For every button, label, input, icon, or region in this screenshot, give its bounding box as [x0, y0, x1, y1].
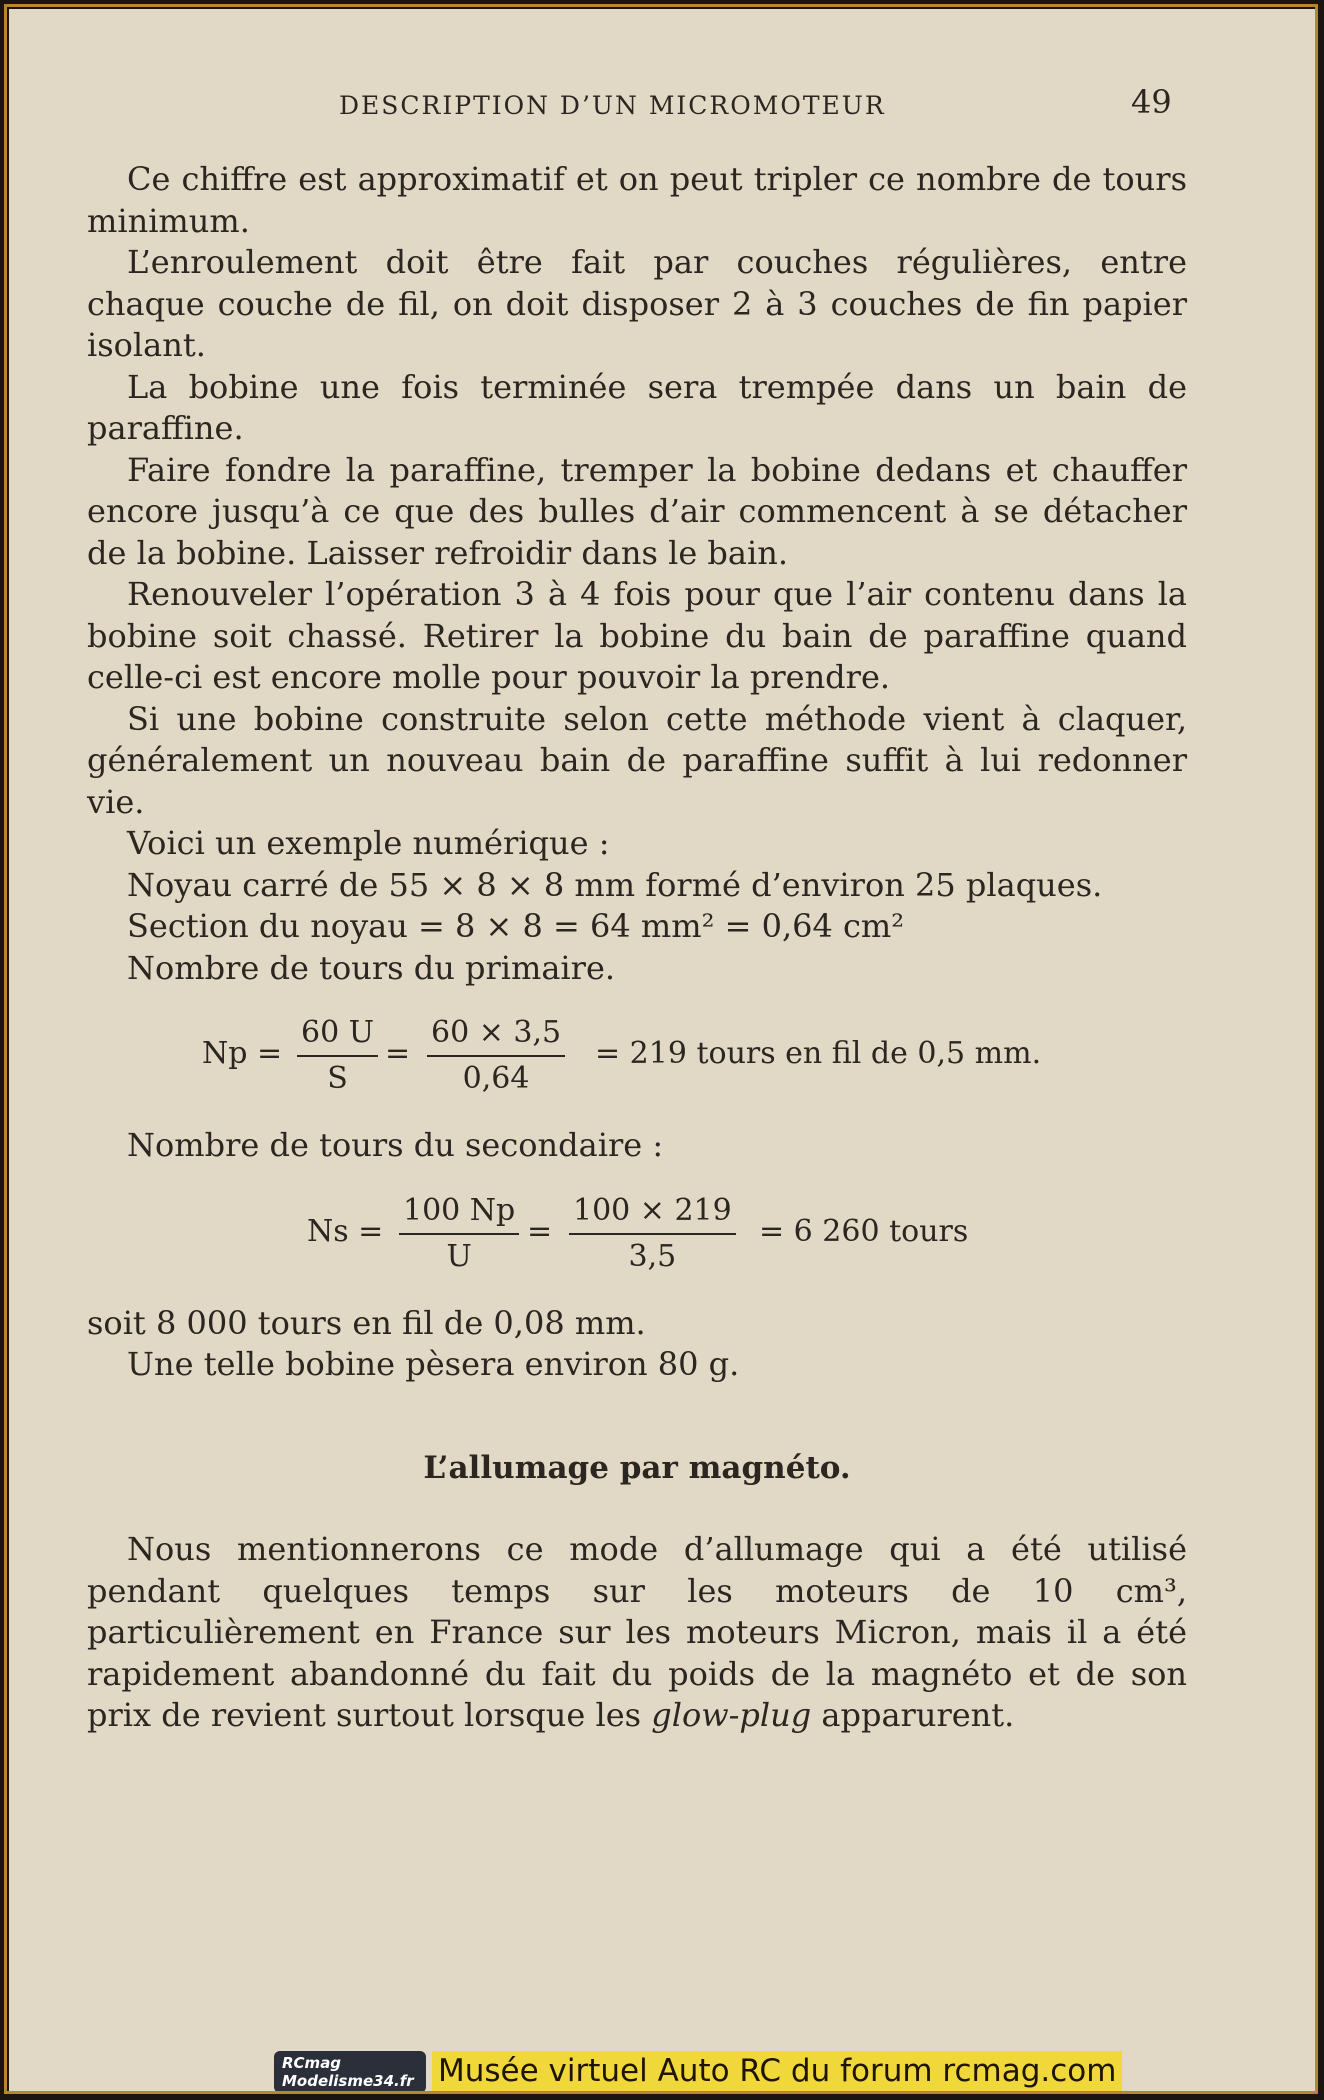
paragraph: Nombre de tours du primaire.	[127, 948, 616, 987]
footer-caption: Musée virtuel Auto RC du forum rcmag.com	[432, 2051, 1122, 2091]
equals-sign: =	[385, 1036, 411, 1071]
paragraph: L’enroulement doit être fait par couches régulières, entre chaque couche de fil, on doit disposer 2 à 3 couches de fin papier isolant.	[87, 243, 1187, 364]
rcmag-logo	[274, 2051, 426, 2091]
paragraph: Ce chiffre est approximatif et on peut tripler ce nombre de tours minimum.	[87, 160, 1187, 240]
paragraph: Voici un exemple numérique :	[127, 824, 610, 862]
logo-text: RCmag	[282, 2054, 342, 2072]
fraction	[427, 1011, 565, 1101]
equation-lhs: Ns =	[307, 1213, 384, 1249]
paragraph: Noyau carré de 55 × 8 × 8 mm formé d’environ 25 plaques.	[127, 865, 1103, 904]
paragraph: Nombre de tours du secondaire :	[127, 1126, 664, 1164]
equals-sign: =	[527, 1213, 553, 1249]
denominator: 3,5	[628, 1238, 677, 1274]
italic-term: glow-plug	[651, 1696, 812, 1734]
paragraph: soit 8 000 tours en fil de 0,08 mm.	[87, 1303, 646, 1342]
paragraph: Une telle bobine pèsera environ 80 g.	[127, 1345, 740, 1383]
page-body	[87, 159, 1187, 1737]
fraction	[399, 1189, 519, 1279]
page-header	[9, 83, 1315, 123]
running-title: DESCRIPTION D’UN MICROMOTEUR	[339, 91, 886, 120]
equation-lhs: Np =	[202, 1036, 283, 1071]
paragraph: Renouveler l’opération 3 à 4 fois pour que l’air contenu dans la bobine soit chassé. Retirer la bobine du bain de paraffine quand celle-ci est encore molle pour pouvoir la prendre.	[87, 575, 1187, 696]
fraction	[297, 1011, 378, 1101]
watermark-footer	[274, 2051, 1117, 2091]
numerator: 60 U	[297, 1011, 378, 1057]
denominator: U	[446, 1238, 472, 1274]
book-page	[9, 9, 1315, 2091]
paragraph: Section du noyau = 8 × 8 = 64 mm² = 0,64 cm²	[127, 907, 905, 945]
section-heading: L’allumage par magnéto.	[423, 1449, 851, 1486]
equation-result: = 6 260 tours	[759, 1213, 969, 1249]
paragraph: Faire fondre la paraffine, tremper la bobine dedans et chauffer encore jusqu’à ce que des bulles d’air commencent à se détacher de la bobine. Laisser refroidir dans le bain.	[87, 450, 1187, 572]
equation-result: = 219 tours en fil de 0,5 mm.	[595, 1036, 1042, 1071]
numerator: 60 × 3,5	[427, 1011, 565, 1057]
denominator: 0,64	[462, 1061, 530, 1096]
numerator: 100 Np	[399, 1189, 519, 1235]
logo-text: Modelisme34.fr	[282, 2072, 414, 2090]
denominator: S	[327, 1061, 348, 1096]
page-number: 49	[1131, 83, 1172, 121]
paragraph: Si une bobine construite selon cette méthode vient à claquer, généralement un nouveau bain de paraffine suffit à lui redonner vie.	[87, 699, 1187, 821]
equation-secondary	[87, 1175, 1187, 1295]
paragraph-text: apparurent.	[821, 1696, 1015, 1734]
paragraph	[87, 1529, 1187, 1737]
numerator: 100 × 219	[569, 1189, 736, 1235]
paragraph-text: Nous mentionnerons ce mode d’allumage qui a été utilisé pendant quelques temps sur les moteurs de 10 cm³, particulièrement en France sur les moteurs Micron, mais il a été rapidement abandonné du fait du poids de la magnéto et de son prix de revient surtout lorsque les	[87, 1530, 1187, 1734]
paragraph: La bobine une fois terminée sera trempée dans un bain de paraffine.	[87, 367, 1187, 447]
equation-primary	[87, 997, 1187, 1117]
fraction	[569, 1189, 736, 1279]
